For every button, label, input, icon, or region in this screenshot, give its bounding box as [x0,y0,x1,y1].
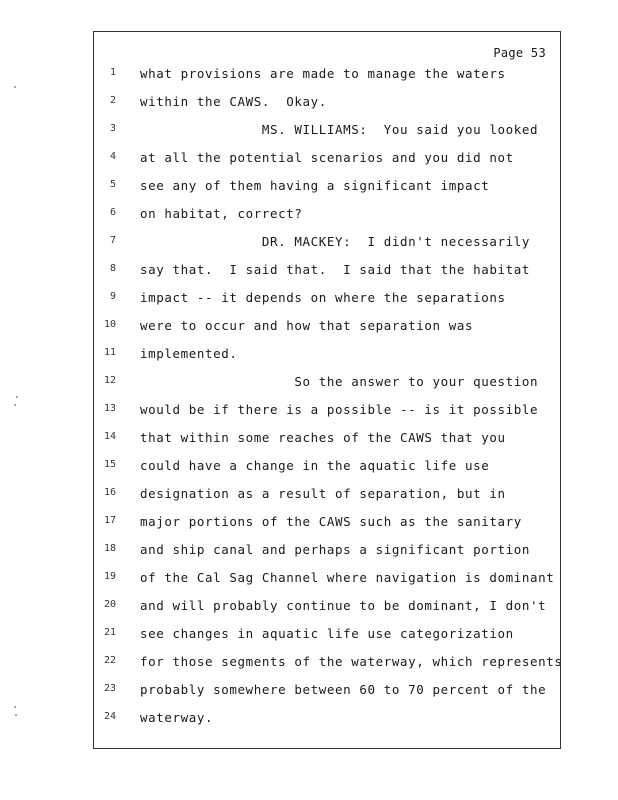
line-number: 16 [103,487,116,498]
line-number: 6 [109,207,116,218]
line-number: 22 [103,655,116,666]
line-number: 12 [103,375,116,386]
line-number: 1 [109,67,116,78]
scan-speck [14,86,16,88]
line-number: 11 [103,347,116,358]
line-number: 14 [103,431,116,442]
line-number: 2 [109,95,116,106]
transcript-line: MS. WILLIAMS: You said you looked [140,122,539,137]
transcript-line: say that. I said that. I said that the habitat [140,262,531,277]
line-number: 9 [109,291,116,302]
line-number: 23 [103,683,116,694]
transcript-line: on habitat, correct? [140,206,303,221]
transcript-line: of the Cal Sag Channel where navigation is dominant [140,570,555,585]
transcript-line: designation as a result of separation, but in [140,486,506,501]
line-number: 20 [103,599,116,610]
transcript-line: and ship canal and perhaps a significant portion [140,542,531,557]
line-number: 8 [109,263,116,274]
transcript-line: see any of them having a significant impact [140,178,490,193]
transcript-line: waterway. [140,710,214,725]
transcript-line: could have a change in the aquatic life use [140,458,490,473]
line-number: 7 [109,235,116,246]
line-number: 21 [103,627,116,638]
transcript-line: what provisions are made to manage the waters [140,66,506,81]
transcript-line: probably somewhere between 60 to 70 percent of the [140,682,547,697]
transcript-line: that within some reaches of the CAWS that you [140,430,506,445]
transcript-line: DR. MACKEY: I didn't necessarily [140,234,531,249]
page-number: Page 53 [493,46,546,60]
transcript-line: were to occur and how that separation was [140,318,474,333]
line-number: 19 [103,571,116,582]
transcript-line: implemented. [140,346,238,361]
line-number: 18 [103,543,116,554]
transcript-line: major portions of the CAWS such as the sanitary [140,514,522,529]
transcript-line: at all the potential scenarios and you did not [140,150,514,165]
line-number: 24 [103,711,116,722]
line-number: 5 [109,179,116,190]
scan-speck [14,706,16,708]
line-number: 15 [103,459,116,470]
line-number: 17 [103,515,116,526]
transcript-line: see changes in aquatic life use categorization [140,626,514,641]
scan-speck [16,396,18,398]
transcript-line: would be if there is a possible -- is it possible [140,402,539,417]
line-number: 3 [109,123,116,134]
scan-speck [14,404,16,406]
transcript-line: So the answer to your question [140,374,539,389]
line-number: 10 [103,319,116,330]
line-number: 13 [103,403,116,414]
scan-speck [15,714,17,716]
transcript-line: and will probably continue to be dominant, I don't [140,598,547,613]
line-number: 4 [109,151,116,162]
transcript-line: for those segments of the waterway, which represents [140,654,563,669]
transcript-line: within the CAWS. Okay. [140,94,327,109]
transcript-page [93,31,561,749]
transcript-line: impact -- it depends on where the separations [140,290,506,305]
